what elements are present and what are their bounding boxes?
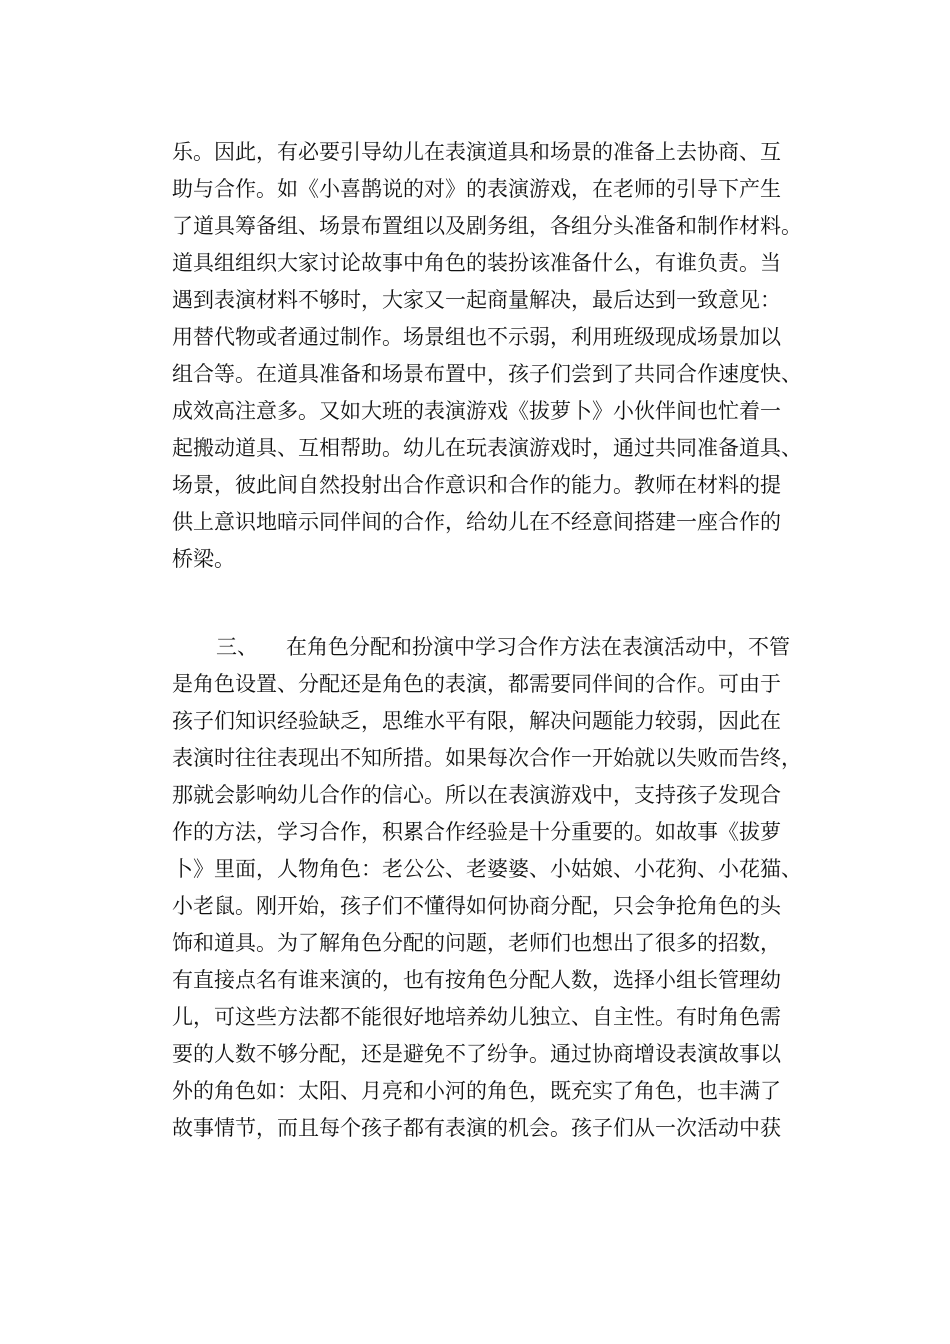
text-line: 小老鼠。刚开始，孩子们不懂得如何协商分配，只会争抢角色的头: [172, 894, 781, 918]
text-line: 有直接点名有谁来演的，也有按角色分配人数，选择小组长管理幼: [172, 968, 781, 992]
text-line: 起搬动道具、互相帮助。幼儿在玩表演游戏时，通过共同准备道具、: [172, 436, 802, 460]
section-heading-line: [172, 629, 834, 666]
section-three: [172, 629, 834, 1147]
text-line: 供上意识地暗示同伴间的合作，给幼儿在不经意间搭建一座合作的: [172, 510, 781, 534]
paragraph-continued: [172, 134, 834, 578]
section-first-line: 在角色分配和扮演中学习合作方法在表演活动中，不管: [286, 635, 790, 659]
text-line: 了道具筹备组、场景布置组以及剧务组，各组分头准备和制作材料。: [172, 214, 802, 238]
text-line: 成效高注意多。又如大班的表演游戏《拔萝卜》小伙伴间也忙着一: [172, 399, 781, 423]
text-line: 助与合作。如《小喜鹊说的对》的表演游戏，在老师的引导下产生: [172, 177, 781, 201]
text-line: 桥梁。: [172, 547, 235, 571]
section-number: 三、: [216, 635, 258, 659]
text-line: 是角色设置、分配还是角色的表演，都需要同伴间的合作。可由于: [172, 672, 781, 696]
text-line: 场景，彼此间自然投射出合作意识和合作的能力。教师在材料的提: [172, 473, 781, 497]
text-line: 遇到表演材料不够时，大家又一起商量解决，最后达到一致意见：: [172, 288, 781, 312]
text-line: 儿，可这些方法都不能很好地培养幼儿独立、自主性。有时角色需: [172, 1005, 781, 1029]
text-line: 道具组组织大家讨论故事中角色的装扮该准备什么，有谁负责。当: [172, 251, 781, 275]
text-line: 饰和道具。为了解角色分配的问题，老师们也想出了很多的招数，: [172, 931, 781, 955]
text-line: 要的人数不够分配，还是避免不了纷争。通过协商增设表演故事以: [172, 1042, 781, 1066]
text-line: 外的角色如：太阳、月亮和小河的角色，既充实了角色，也丰满了: [172, 1079, 781, 1103]
text-line: 故事情节，而且每个孩子都有表演的机会。孩子们从一次活动中获: [172, 1116, 781, 1140]
text-line: 孩子们知识经验缺乏，思维水平有限，解决问题能力较弱，因此在: [172, 709, 781, 733]
text-line: 组合等。在道具准备和场景布置中，孩子们尝到了共同合作速度快、: [172, 362, 802, 386]
text-line: 乐。因此，有必要引导幼儿在表演道具和场景的准备上去协商、互: [172, 140, 781, 164]
text-line: 表演时往往表现出不知所措。如果每次合作一开始就以失败而告终，: [172, 746, 802, 770]
text-line: 那就会影响幼儿合作的信心。所以在表演游戏中，支持孩子发现合: [172, 783, 781, 807]
text-line: 用替代物或者通过制作。场景组也不示弱，利用班级现成场景加以: [172, 325, 781, 349]
text-line: 作的方法，学习合作，积累合作经验是十分重要的。如故事《拔萝: [172, 820, 781, 844]
text-line: 卜》里面，人物角色：老公公、老婆婆、小姑娘、小花狗、小花猫、: [172, 857, 802, 881]
